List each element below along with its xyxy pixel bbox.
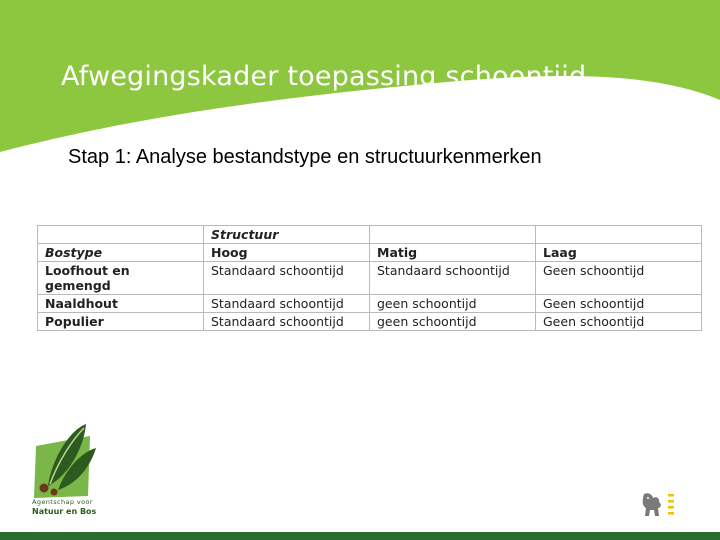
row-label: Loofhout en gemengd [38, 262, 204, 295]
table-cell: Standaard schoontijd [370, 262, 536, 295]
table-cell: Geen schoontijd [536, 313, 702, 331]
table-cell: geen schoontijd [370, 313, 536, 331]
table-cell-empty [370, 226, 536, 244]
decision-table [37, 225, 702, 331]
table-row [38, 295, 702, 313]
bostype-header: Bostype [38, 244, 204, 262]
table-cell: Standaard schoontijd [204, 295, 370, 313]
logo-agency-name: Natuur en Bos [32, 507, 97, 516]
table-cell-empty [536, 226, 702, 244]
column-header-hoog: Hoog [204, 244, 370, 262]
table-row [38, 313, 702, 331]
column-header-matig: Matig [370, 244, 536, 262]
row-label: Naaldhout [38, 295, 204, 313]
row-label: Populier [38, 313, 204, 331]
table-cell: Standaard schoontijd [204, 313, 370, 331]
table-header-row [38, 244, 702, 262]
table-row [38, 262, 702, 295]
table-cell: Geen schoontijd [536, 262, 702, 295]
slide-subtitle: Stap 1: Analyse bestandstype en structuurkenmerken [68, 146, 542, 168]
column-header-laag: Laag [536, 244, 702, 262]
logo-agency-line: Agentschap voor [32, 498, 93, 506]
slide-title: Afwegingskader toepassing schoontijd [61, 61, 587, 92]
table-row [38, 226, 702, 244]
structure-header: Structuur [204, 226, 370, 244]
flemish-lion-crest-icon [640, 490, 678, 520]
table-cell: Standaard schoontijd [204, 262, 370, 295]
table-cell: Geen schoontijd [536, 295, 702, 313]
table-cell: geen schoontijd [370, 295, 536, 313]
table-cell-empty [38, 226, 204, 244]
footer-bar [0, 532, 720, 540]
